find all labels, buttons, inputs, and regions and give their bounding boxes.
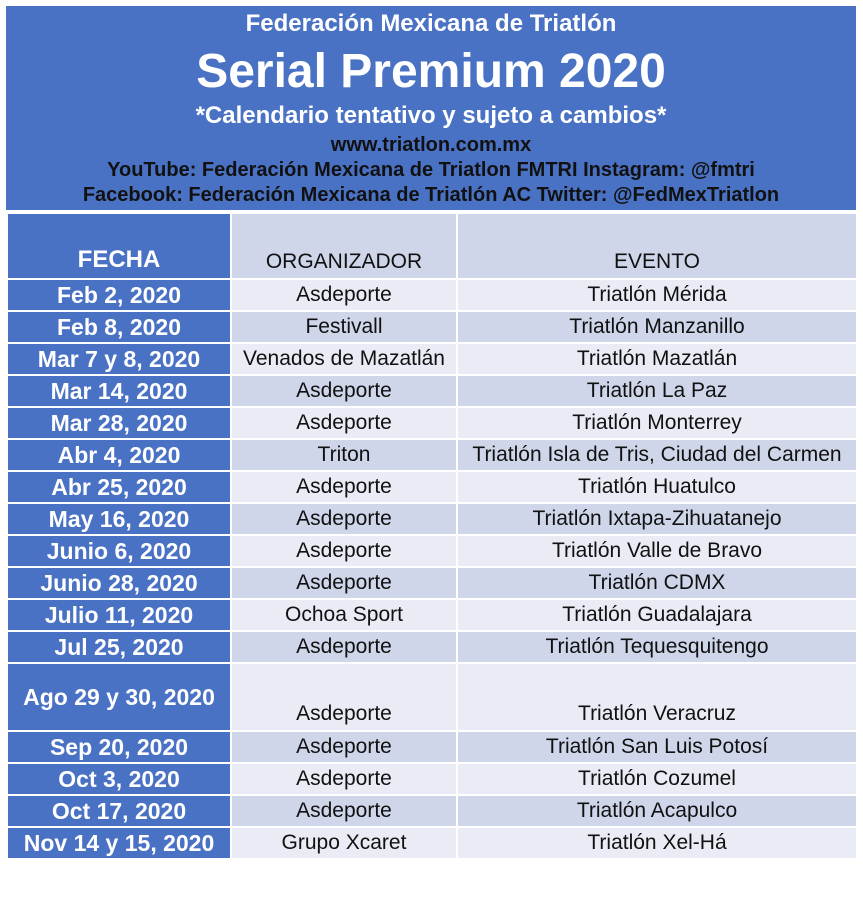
table-row <box>7 763 857 795</box>
organizer-cell: Ochoa Sport <box>231 599 457 631</box>
event-calendar-table <box>6 212 858 860</box>
social-media-line-2: Facebook: Federación Mexicana de Triatlón AC Twitter: @FedMexTriatlon <box>82 184 780 206</box>
calendar-header <box>6 6 856 210</box>
date-cell: Nov 14 y 15, 2020 <box>7 827 231 859</box>
organizer-cell: Asdeporte <box>231 631 457 663</box>
organizer-cell: Asdeporte <box>231 663 457 731</box>
column-header-evento: EVENTO <box>457 213 857 279</box>
table-row <box>7 599 857 631</box>
table-row <box>7 279 857 311</box>
table-row <box>7 311 857 343</box>
date-cell: Jul 25, 2020 <box>7 631 231 663</box>
date-cell: Junio 28, 2020 <box>7 567 231 599</box>
event-cell: Triatlón Mazatlán <box>457 343 857 375</box>
table-row <box>7 631 857 663</box>
table-row <box>7 663 857 731</box>
page-title: Serial Premium 2020 <box>196 45 666 98</box>
date-cell: Abr 25, 2020 <box>7 471 231 503</box>
table-row <box>7 731 857 763</box>
date-cell: Mar 28, 2020 <box>7 407 231 439</box>
event-cell: Triatlón Manzanillo <box>457 311 857 343</box>
event-cell: Triatlón Isla de Tris, Ciudad del Carmen <box>457 439 857 471</box>
date-cell: Junio 6, 2020 <box>7 535 231 567</box>
date-cell: Feb 8, 2020 <box>7 311 231 343</box>
event-cell: Triatlón Acapulco <box>457 795 857 827</box>
date-cell: Oct 17, 2020 <box>7 795 231 827</box>
date-cell: Oct 3, 2020 <box>7 763 231 795</box>
organizer-cell: Venados de Mazatlán <box>231 343 457 375</box>
subtitle: *Calendario tentativo y sujeto a cambios* <box>195 102 667 129</box>
organizer-cell: Asdeporte <box>231 763 457 795</box>
date-cell: Feb 2, 2020 <box>7 279 231 311</box>
event-cell: Triatlón Valle de Bravo <box>457 535 857 567</box>
date-cell: Mar 7 y 8, 2020 <box>7 343 231 375</box>
date-cell: Abr 4, 2020 <box>7 439 231 471</box>
organizer-cell: Asdeporte <box>231 795 457 827</box>
organizer-cell: Grupo Xcaret <box>231 827 457 859</box>
organizer-cell: Asdeporte <box>231 503 457 535</box>
event-cell: Triatlón La Paz <box>457 375 857 407</box>
event-cell: Triatlón Xel-Há <box>457 827 857 859</box>
organizer-cell: Festivall <box>231 311 457 343</box>
event-cell: Triatlón Monterrey <box>457 407 857 439</box>
date-cell: May 16, 2020 <box>7 503 231 535</box>
event-cell: Triatlón Guadalajara <box>457 599 857 631</box>
social-media-line-1: YouTube: Federación Mexicana de Triatlon FMTRI Instagram: @fmtri <box>107 159 755 181</box>
table-row <box>7 471 857 503</box>
event-cell: Triatlón Huatulco <box>457 471 857 503</box>
organizer-cell: Triton <box>231 439 457 471</box>
website-text: www.triatlon.com.mx <box>330 134 532 156</box>
table-row <box>7 439 857 471</box>
event-cell: Triatlón Ixtapa-Zihuatanejo <box>457 503 857 535</box>
event-cell: Triatlón CDMX <box>457 567 857 599</box>
table-row <box>7 503 857 535</box>
federation-name: Federación Mexicana de Triatlón <box>245 10 617 37</box>
event-cell: Triatlón San Luis Potosí <box>457 731 857 763</box>
organizer-cell: Asdeporte <box>231 731 457 763</box>
organizer-cell: Asdeporte <box>231 535 457 567</box>
event-cell: Triatlón Veracruz <box>457 663 857 731</box>
table-row <box>7 375 857 407</box>
organizer-cell: Asdeporte <box>231 375 457 407</box>
organizer-cell: Asdeporte <box>231 279 457 311</box>
table-row <box>7 407 857 439</box>
column-header-fecha: FECHA <box>7 213 231 279</box>
event-cell: Triatlón Mérida <box>457 279 857 311</box>
table-header-row <box>7 213 857 279</box>
date-cell: Ago 29 y 30, 2020 <box>7 663 231 731</box>
event-cell: Triatlón Tequesquitengo <box>457 631 857 663</box>
table-row <box>7 343 857 375</box>
table-row <box>7 567 857 599</box>
table-row <box>7 827 857 859</box>
date-cell: Julio 11, 2020 <box>7 599 231 631</box>
table-row <box>7 535 857 567</box>
organizer-cell: Asdeporte <box>231 407 457 439</box>
date-cell: Mar 14, 2020 <box>7 375 231 407</box>
event-cell: Triatlón Cozumel <box>457 763 857 795</box>
organizer-cell: Asdeporte <box>231 567 457 599</box>
column-header-organizador: ORGANIZADOR <box>231 213 457 279</box>
table-row <box>7 795 857 827</box>
organizer-cell: Asdeporte <box>231 471 457 503</box>
date-cell: Sep 20, 2020 <box>7 731 231 763</box>
